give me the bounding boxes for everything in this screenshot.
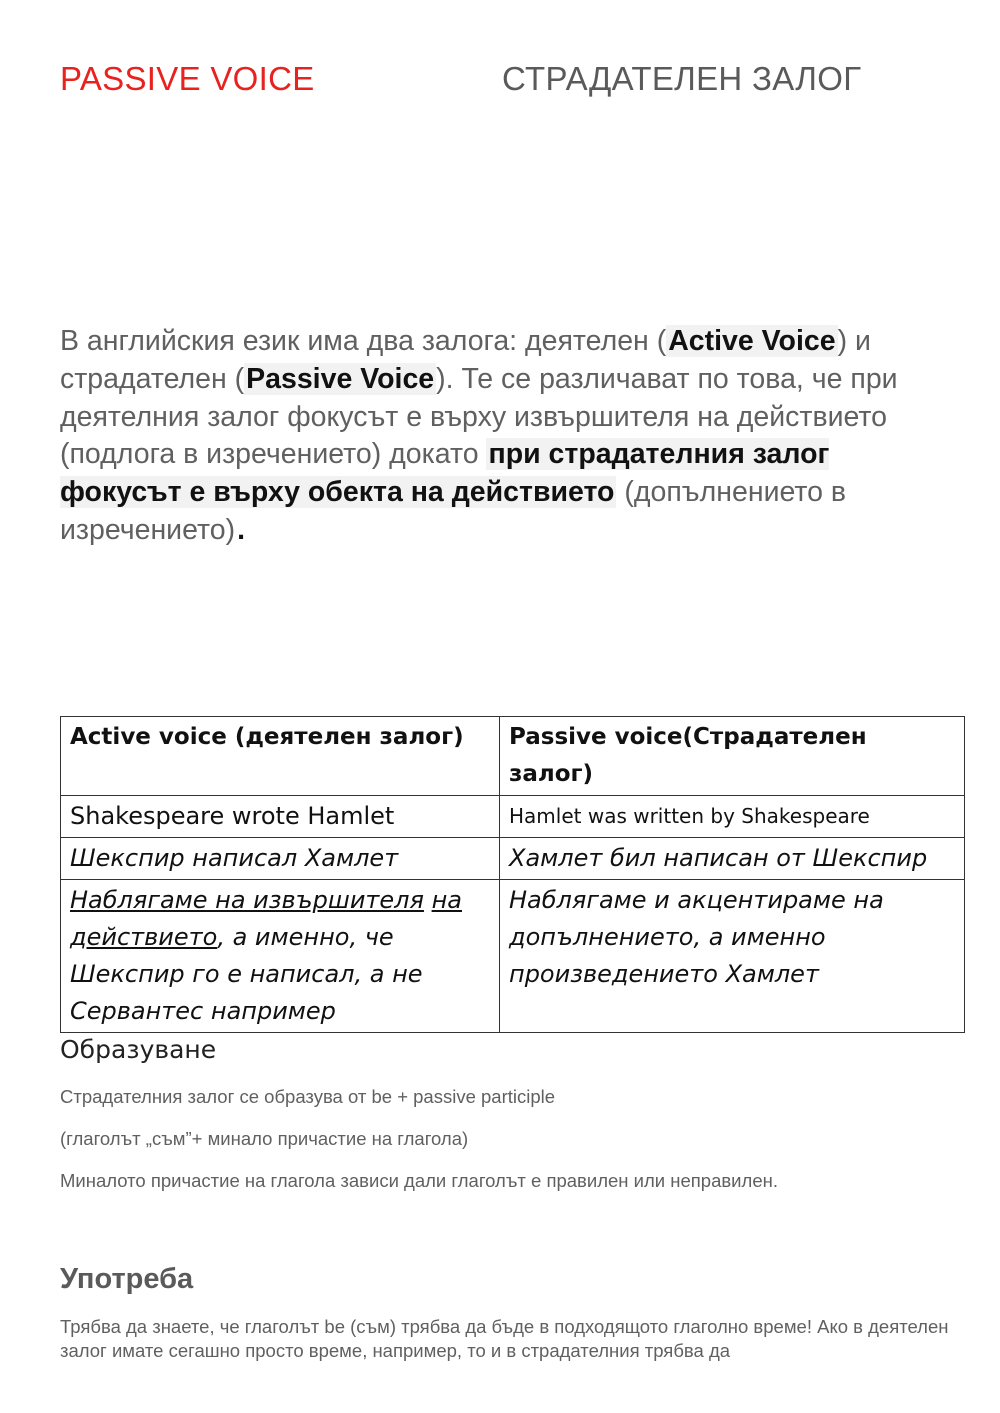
intro-text-2: ) и страдателен ( [60,325,871,395]
title-bulgarian: СТРАДАТЕЛЕН ЗАЛОГ [502,60,862,97]
emphasis-passive: Наблягаме и акцентираме на допълнението, а именно произведението Хамлет [500,880,965,1033]
usage-text: Трябва да знаете, че глаголът be (съм) трябва да бъде в подходящото глаголно време! Ако в деятелен залог имате сегашно просто време, например, то и в страдателния трябва да [60,1316,949,1361]
emphasis-active-part1: Наблягаме на извършителя [70,886,424,914]
formation-line-2: (глаголът „съм”+ минало причастие на глагола) [60,1128,469,1149]
formation-line-1: Страдателния залог се образува от be + passive participle [60,1086,556,1107]
example-active-bg: Шекспир написал Хамлет [61,838,500,880]
example-passive-en: Hamlet was written by Shakespeare [500,796,965,838]
intro-text-3: ). Те се различават по това, че при деятелния залог фокусът е върху извършителя на действието (подлога в изречението) докато [60,362,898,471]
intro-emphasis: при страдателния залог фокусът е върху обекта на действието [60,438,830,509]
table-header-row [61,717,965,796]
intro-text-1: В английския език има два залога: деятелен ( [60,325,667,357]
formation-heading: Образуване [60,1035,217,1064]
example-passive-bg: Хамлет бил написан от Шекспир [500,838,965,880]
formation-line-3: Миналото причастие на глагола зависи дали глаголът е правилен или неправилен. [60,1170,778,1191]
usage-heading: Употреба [60,1263,194,1295]
title-english: PASSIVE VOICE [60,60,315,97]
intro-paragraph [60,323,940,550]
example-active-en: Shakespeare wrote Hamlet [61,796,500,838]
table-row [61,880,965,1033]
intro-period: . [237,513,245,546]
emphasis-active-part2: на действието [70,886,462,951]
intro-text-4: (допълнението в изречението) [60,476,847,546]
intro-passive-voice: Passive Voice [246,362,435,395]
header-active: Active voice (деятелен залог) [61,717,500,796]
comparison-table [60,716,965,1033]
table-row [61,796,965,838]
intro-active-voice: Active Voice [668,325,836,357]
emphasis-active [61,880,500,1033]
header-passive: Passive voice(Страдателен залог) [500,717,965,796]
emphasis-active-rest: , а именно, че Шекспир го е написал, а не Сервантес например [70,923,423,1025]
emphasis-active-space [424,886,432,914]
table-row [61,838,965,880]
